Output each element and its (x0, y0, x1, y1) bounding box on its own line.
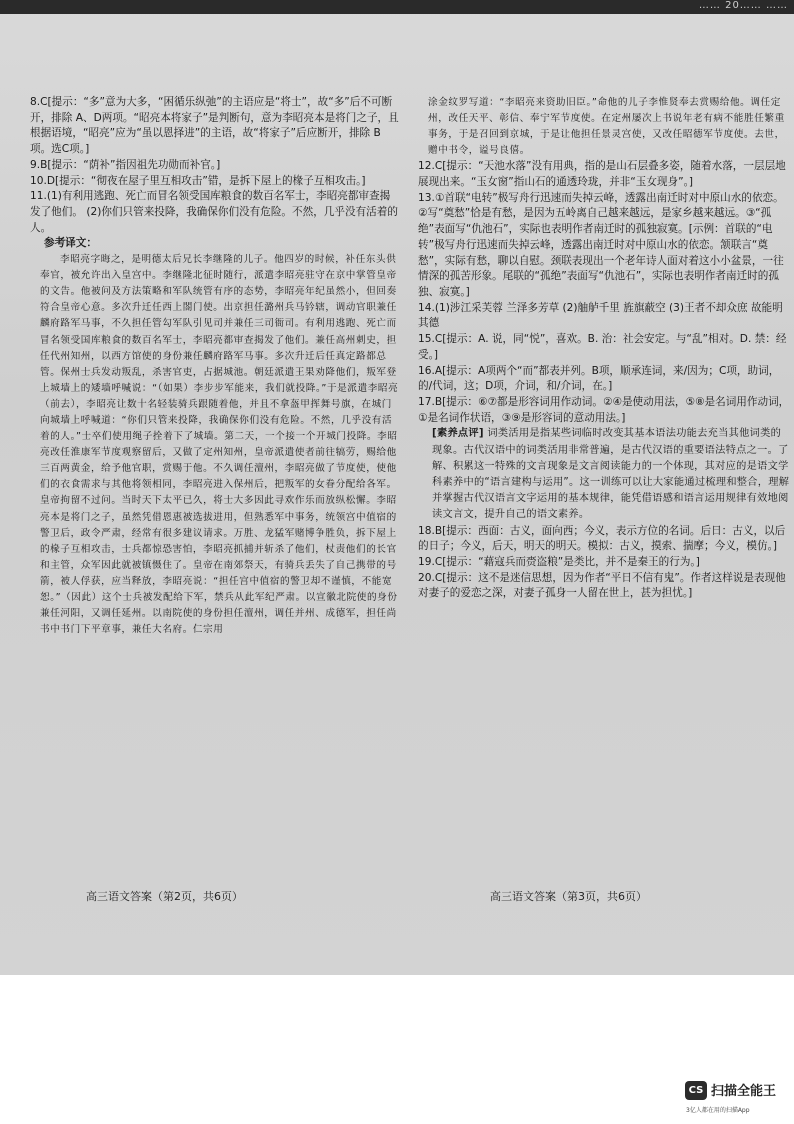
answer-q18: 18.B[提示：西面：古义，面向西；今义，表示方位的名词。后日：古义，以后的日子；今义，后天，明天的明天。模拟：古义，摸索、揣摩；今义，模仿。] (418, 524, 786, 553)
watermark-slogan: 3亿人都在用的扫描App (686, 1107, 750, 1114)
camscanner-logo-icon: CS (685, 1081, 707, 1100)
answer-q16: 16.A[提示：A项两个“而”都表并列。B项，顺承连词，来/因为；C项，助词，的/代词，这；D项，介词，和/介词，在。] (418, 364, 780, 393)
reference-translation-title: 参考译文： (44, 237, 97, 250)
answer-q10: 10.D[提示：“彻夜在屋子里互相攻击”错，是拆下屋上的椽子互相攻击。] (30, 174, 366, 187)
comment-title: [素养点评] (432, 428, 484, 440)
reference-translation: 李昭亮字晦之，是明德太后兄长李继隆的儿子。他四岁的时候，补任东头供奉官，被允许出入皇宫中。李继隆北征时随行，派遣李昭亮驻守在京中掌管皇帝的文告。他被问及方法策略和军队统管有序的态势，李昭亮年纪虽然小，但回奏符合皇帝心意。多次升迁任西上閤门使。出京担任潞州兵马钤辖，调动官职兼任麟府路军马事，不久担任管勾军队引见司并兼任三司衙司。有利用逃跑、死亡而冒名领受国库粮食的数百名军士，李昭亮都审查揭发了他们。兼任高州刺史，担任代州知州，以西方馆使的身份兼任麟府路军马事。多次升迁后任真定路都总管。保州士兵发动叛乱，杀害官吏，占据城池。朝廷派遣王果劝降他们，叛军登上城墙上的矮墙呼喊说：“（如果）李步步军能来，我们就投降。”于是派遣李昭亮（前去），李昭亮让数十名轻装骑兵跟随着他，并且不拿盔甲挥舞号旗，在城门向城墙上呼喊道：“你们只管来投降，我确保你们没有危险。不然，几乎没有活着的人。”士卒们使用绳子拴着下了城墙。第二天，一个接一个开城门投降。李昭亮改任淮康军节度观察留后，又做了定州知州，皇帝派遣使者前往犒劳，赐给他三百两黄金，给予他官职，赏赐于他。不久调任澶州，李昭亮做了节度使，使他们的衣食需求与其他将领相同，李昭亮进入保州后，把叛军的女眷分配给各军。皇帝拘留不过问。当时天下太平已久，将士大多因此寻欢作乐而放纵松懈。李昭亮本是将门之子，虽然凭借恩惠被选拔进用，但熟悉军中事务，统领宫中值宿的警卫后，政令严肃，经常有很多建议请求。万胜、龙猛军赌博争胜负，拆下屋上的椽子互相攻击，士兵都惊恐害怕，李昭亮抓捕并斩杀了他们，杖责他们的长官和主管，众军因此就被镇慑住了。皇帝在南郊祭天，有骑兵丢失了自己携带的号箭，被人俘获，应当释放，李昭亮说：“担任宫中值宿的警卫却不谨慎，不能宽恕。”（因此）这个士兵被发配给下军，禁兵从此军纪严肃。以宣徽北院使的身份兼任河阳，又调任延州。以南院使的身份担任澶州，调任并州、成德军，担任尚书中书门下平章事，兼任大名府。仁宗用 (40, 254, 399, 636)
scanner-watermark (683, 1077, 793, 1117)
footer-left-page-number: 高三语文答案（第2页，共6页） (86, 890, 243, 903)
answer-q20: 20.C[提示：这不是迷信思想，因为作者“平日不信有鬼”。作者这样说是表现他对妻子的爱恋之深，对妻子孤身一人留在世上，甚为担忧。] (418, 571, 786, 600)
answer-q14: 14.(1)涉江采芙蓉 兰泽多芳草 (2)舳舻千里 旌旗蔽空 (3)王者不却众庶 故能明其德 (418, 301, 783, 330)
literacy-comment (418, 426, 790, 523)
watermark-app-name: 扫描全能王 (711, 1084, 777, 1099)
footer-right-page-number: 高三语文答案（第3页，共6页） (490, 890, 647, 903)
top-dark-band (0, 0, 794, 14)
answer-q19: 19.C[提示：“藉寇兵而赍盗粮”是类比，并不是秦王的行为。] (418, 555, 700, 568)
answer-q13: 13.①首联“电转”极写舟行迅速而失掉云峰，透露出南迁时对中原山水的依恋。②写“奠愁”恰是有愁，是因为五岭离自己越来越远，是家乡越来越远。③“孤绝”表面写“仇池石”，实际也表明作者南迁时的孤独寂寞。[示例：首联的“电转”极写舟行迅速而失掉云峰，透露出南迁时对中原山水的依恋。颔联言“奠愁”，实际有愁，聊以自慰。颈联表现出一个老年诗人面对着这小小盆景，一往情深的孤苦形象。尾联的“孤绝”表面写“仇池石”，实际也表明作者南迁时的孤独、寂寞。] (418, 191, 784, 298)
answer-q12: 12.C[提示：“天池水落”没有用典，指的是山石层叠多姿，随着水落，一层层地展现出来。“玉女窗”指山石的通透玲珑，并非“玉女现身”。] (418, 160, 786, 189)
answer-q17: 17.B[提示：⑥⑦都是形容词用作动词。②④是使动用法，⑤⑧是名词用作动词，①是名词作状语，③⑨是形容词的意动用法。] (418, 395, 790, 424)
right-column (418, 95, 790, 602)
header-right-text: …… 20…… …… (698, 0, 788, 11)
answer-q15: 15.C[提示：A. 说，同“悦”，喜欢。B. 治：社会安定。与“乱”相对。D. 禁：经受。] (418, 333, 787, 361)
answer-q9: 9.B[提示：“荫补”指因祖先功勋而补官。] (30, 158, 221, 171)
answer-q11: 11.(1)有利用逃跑、死亡而冒名领受国库粮食的数百名军士，李昭亮都审查揭发了他们。 (2)你们只管来投降，我确保你们没有危险。不然，几乎没有活着的人。 (30, 190, 398, 234)
comment-text: 词类活用是指某些词临时改变其基本语法功能去充当其他词类的现象。古代汉语中的词类活用非常普遍，是古代汉语的重要语法特点之一。了解、积累这一特殊的文言现象是文言阅读能力的一个体现，其对应的是语文学科素养中的“语言建构与运用”。这一训练可以让大家能通过梳理和整合，理解并掌握古代汉语言文字运用的基本规律，能凭借语感和语言运用规律有效地阅读文言文，提升自己的语文素养。 (432, 428, 790, 521)
translation-continued: 涂金纹罗写道：“李昭亮来资助旧臣。”命他的儿子李惟贤奉去赏赐给他。调任定州，改任天平、彰信、奉宁军节度使。在定州屡次上书说年老有病不能胜任繁重事务，于是召回到京城，于是让他担任景灵宫使，又改任昭德军节度使。去世，赠中书令，谥号良僖。 (428, 97, 785, 157)
answer-q8: 8.C[提示：“多”意为大多，“困循乐纵弛”的主语应是“将士”，故“多”后不可断开，排除 A、D两项。“昭亮本将家子”是判断句，意为李昭亮本是将门之子，且根据语境，“昭亮”应为“虽以恩择进”的主语，故“将家子”后应断开，排除 B项。选C项。] (30, 96, 399, 156)
left-column (30, 95, 400, 638)
